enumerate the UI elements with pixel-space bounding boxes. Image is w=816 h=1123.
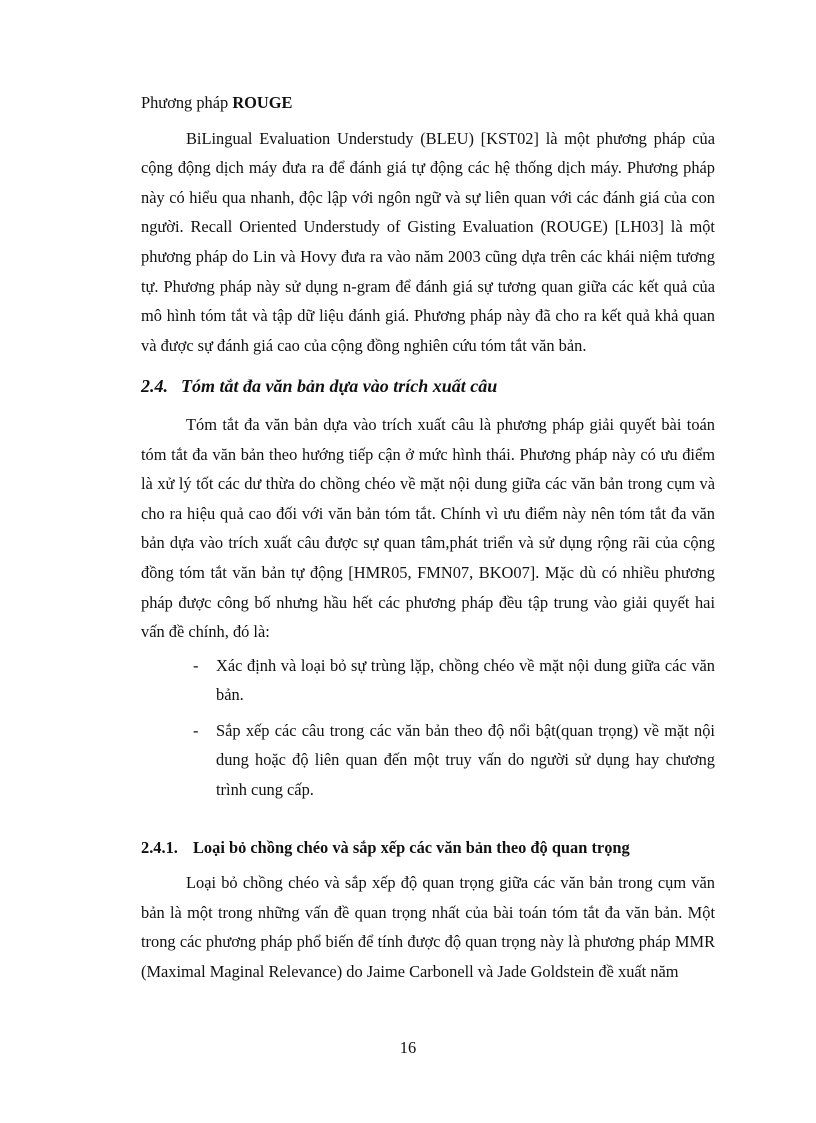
method-heading-prefix: Phương pháp	[141, 93, 233, 112]
subsection-title: Loại bỏ chồng chéo và sắp xếp các văn bản theo độ quan trọng	[193, 837, 630, 857]
subsection-number: 2.4.1.	[141, 837, 178, 857]
paragraph-bleu-rouge: BiLingual Evaluation Understudy (BLEU) [KST02] là một phương pháp của cộng động dịch máy đưa ra để đánh giá tự động các hệ thống dịch máy. Phương pháp này có hiểu qua nhanh, độc lập với ngôn ngữ và sự liên quan với các đánh giá của con người. Recall Oriented Understudy of Gisting Evaluation (ROUGE) [LH03] là một phương pháp do Lin và Hovy đưa ra vào năm 2003 cũng dựa trên các khái niệm tương tự. Phương pháp này sử dụng n-gram để đánh giá sự tương quan giữa các kết quả của mô hình tóm tắt và tập dữ liệu đánh giá. Phương pháp này đã cho ra kết quả khả quan và được sự đánh giá cao của cộng đồng nghiên cứu tóm tắt văn bản.	[141, 128, 715, 355]
list-item-text: Sắp xếp các câu trong các văn bản theo độ nổi bật(quan trọng) về mặt nội dung hoặc độ liên quan đến một truy vấn do người sử dụng hay chương trình cung cấp.	[216, 720, 715, 800]
list-item	[141, 716, 715, 805]
section-number: 2.4.	[141, 376, 168, 397]
method-heading	[141, 88, 715, 118]
section-heading	[141, 372, 715, 402]
paragraph-mmr: Loại bỏ chồng chéo và sắp xếp độ quan trọng giữa các văn bản trong cụm văn bản là một trong những vấn đề quan trọng nhất của bài toán tóm tắt đa văn bản. Một trong các phương pháp phổ biến để tính được độ quan trọng này là phương pháp MMR (Maximal Maginal Relevance) do Jaime Carbonell và Jade Goldstein đề xuất năm	[141, 873, 715, 982]
bullet-list	[141, 651, 715, 805]
dash-marker: -	[193, 655, 199, 675]
method-heading-bold: ROUGE	[232, 93, 293, 112]
section-title: Tóm tắt đa văn bản dựa vào trích xuất câu	[181, 376, 498, 397]
list-item	[141, 651, 715, 710]
paragraph-extraction: Tóm tắt đa văn bản dựa vào trích xuất câu là phương pháp giải quyết bài toán tóm tắt đa văn bản theo hướng tiếp cận ở mức hình thái. Phương pháp này có ưu điểm là xử lý tốt các dư thừa do chồng chéo về mặt nội dung giữa các văn bản trong cụm và cho ra hiệu quả cao đối với văn bản tóm tắt. Chính vì ưu điểm này nên tóm tắt đa văn bản dựa vào trích xuất câu được sự quan tâm,phát triển và sử dụng rộng rãi của cộng đồng tóm tắt văn bản tự động [HMR05, FMN07, BKO07]. Mặc dù có nhiều phương pháp được công bố nhưng hầu hết các phương pháp đều tập trung vào giải quyết hai vấn đề chính, đó là:	[141, 414, 715, 642]
page-number: 16	[399, 1038, 417, 1057]
dash-marker: -	[193, 720, 199, 740]
subsection-heading	[141, 833, 715, 863]
document-page	[141, 88, 715, 987]
list-item-text: Xác định và loại bỏ sự trùng lặp, chồng chéo về mặt nội dung giữa các văn bản.	[216, 655, 715, 705]
